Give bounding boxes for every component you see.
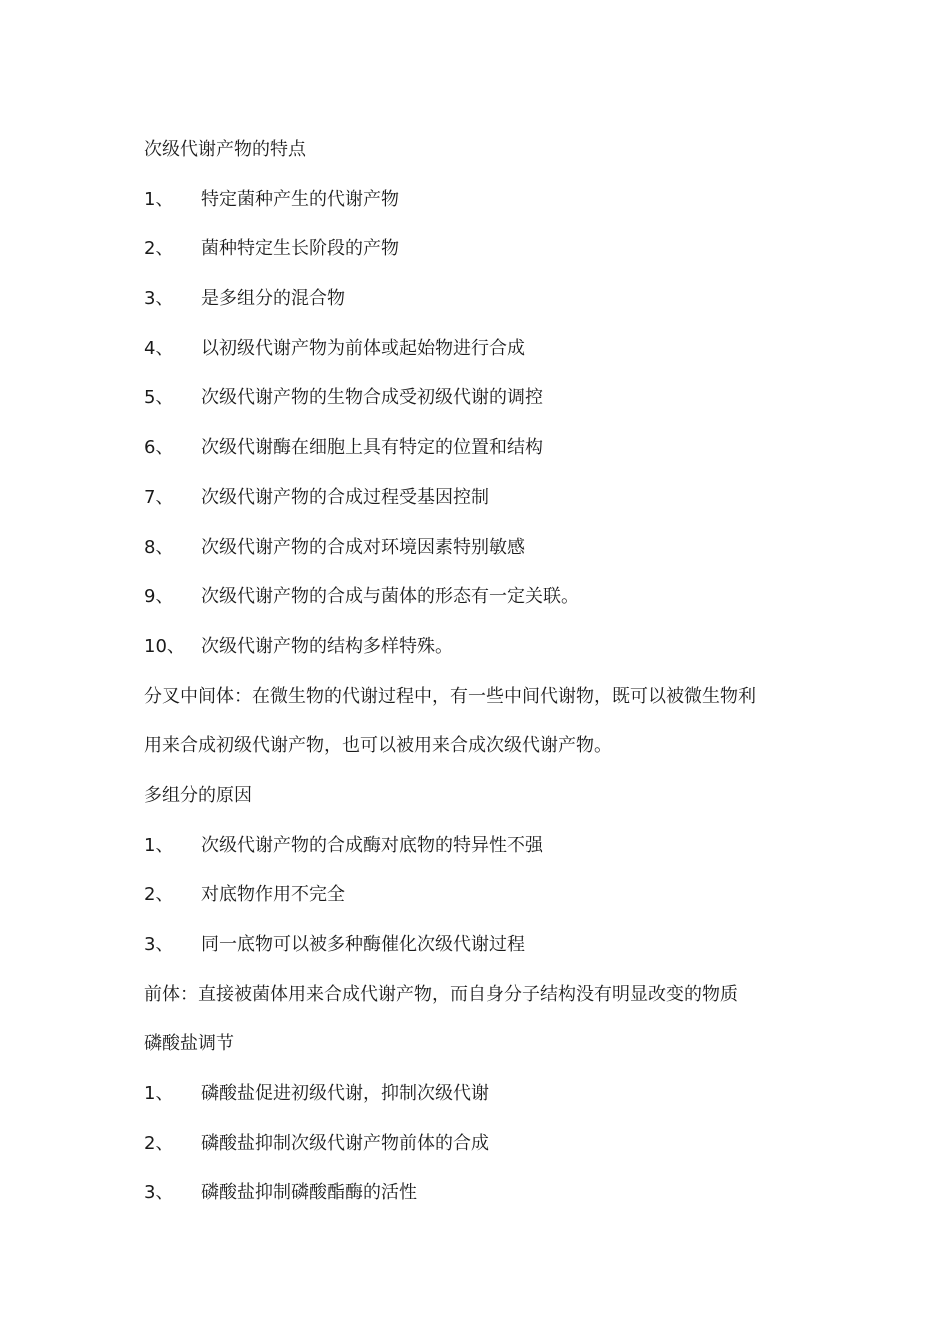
list-text: 磷酸盐抑制磷酸酯酶的活性 [201, 1182, 417, 1204]
list-item [144, 182, 814, 232]
list-item [144, 1076, 814, 1126]
list-number: 7、 [144, 486, 174, 508]
precursor-definition: 前体：直接被菌体用来合成代谢产物，而自身分子结构没有明显改变的物质 [144, 983, 738, 1005]
section-heading: 磷酸盐调节 [144, 1033, 234, 1055]
list-number: 2、 [144, 238, 174, 260]
list-item [144, 430, 814, 480]
list-text: 磷酸盐抑制次级代谢产物前体的合成 [201, 1132, 489, 1154]
document-page [144, 132, 814, 1225]
list-text: 次级代谢产物的生物合成受初级代谢的调控 [201, 387, 543, 409]
list-number: 2、 [144, 884, 174, 906]
list-item [144, 1175, 814, 1225]
list-text: 次级代谢产物的合成过程受基因控制 [201, 486, 489, 508]
list-number: 1、 [144, 188, 174, 210]
list-item [144, 927, 814, 977]
list-number: 1、 [144, 834, 174, 856]
list-number: 3、 [144, 288, 174, 310]
section-heading: 多组分的原因 [144, 784, 252, 806]
list-text: 次级代谢产物的合成对环境因素特别敏感 [201, 536, 525, 558]
list-item [144, 530, 814, 580]
definition-branch-line2: 用来合成初级代谢产物，也可以被用来合成次级代谢产物。 [144, 735, 612, 757]
list-number: 10、 [144, 635, 185, 657]
list-number: 6、 [144, 437, 174, 459]
list-text: 次级代谢酶在细胞上具有特定的位置和结构 [201, 437, 543, 459]
list-number: 4、 [144, 337, 174, 359]
list-text: 是多组分的混合物 [201, 288, 345, 310]
list-item [144, 1126, 814, 1176]
section-heading: 次级代谢产物的特点 [144, 139, 306, 160]
list-number: 9、 [144, 586, 174, 608]
list-item [144, 331, 814, 381]
list-text: 次级代谢产物的结构多样特殊。 [201, 635, 453, 657]
definition-branch-line1: 分叉中间体：在微生物的代谢过程中，有一些中间代谢物，既可以被微生物利 [144, 685, 756, 707]
list-item [144, 828, 814, 878]
list-item [144, 380, 814, 430]
list-item [144, 480, 814, 530]
list-text: 特定菌种产生的代谢产物 [201, 188, 399, 210]
list-number: 5、 [144, 387, 174, 409]
list-item [144, 629, 814, 679]
list-text: 磷酸盐促进初级代谢，抑制次级代谢 [201, 1083, 489, 1105]
list-number: 2、 [144, 1132, 174, 1154]
list-text: 次级代谢产物的合成与菌体的形态有一定关联。 [201, 586, 579, 608]
list-number: 1、 [144, 1083, 174, 1105]
list-item [144, 231, 814, 281]
list-item [144, 281, 814, 331]
list-number: 3、 [144, 1182, 174, 1204]
list-number: 8、 [144, 536, 174, 558]
list-text: 对底物作用不完全 [201, 884, 345, 906]
list-text: 次级代谢产物的合成酶对底物的特异性不强 [201, 834, 543, 856]
list-text: 以初级代谢产物为前体或起始物进行合成 [201, 337, 525, 359]
list-number: 3、 [144, 934, 174, 955]
list-item [144, 877, 814, 927]
list-text: 同一底物可以被多种酶催化次级代谢过程 [201, 934, 525, 955]
list-item [144, 579, 814, 629]
list-text: 菌种特定生长阶段的产物 [201, 238, 399, 260]
